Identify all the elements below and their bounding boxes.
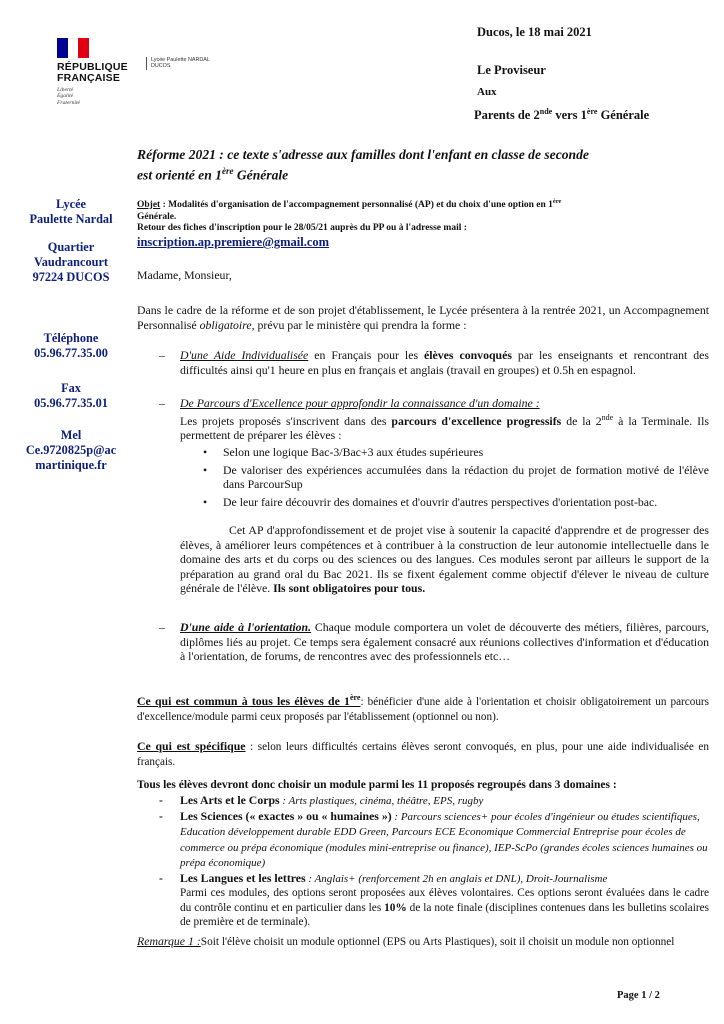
intro-emphasis: obligatoire bbox=[199, 317, 252, 332]
domains-intro-text: Tous les élèves devront donc choisir un module parmi les 11 proposés regroupés dans 3 domaines bbox=[137, 779, 610, 791]
recipients-post: Générale bbox=[597, 108, 650, 123]
list-item bbox=[159, 871, 709, 887]
specific-text: : selon leurs difficultés certains élèves seront convoqués, en plus, pour une aide individualisée en français. bbox=[137, 741, 709, 768]
french-flag-icon bbox=[57, 38, 89, 58]
list-item bbox=[203, 445, 709, 460]
options-text-c: de la note finale (disciplines contenues dans les bulletins scolaires de première et de terminale). bbox=[180, 901, 710, 928]
letter-to: Aux bbox=[477, 86, 497, 98]
dash-marker: - bbox=[159, 808, 163, 823]
motto bbox=[57, 87, 80, 106]
dash-marker: – bbox=[159, 348, 165, 362]
list-item bbox=[203, 495, 709, 510]
dash-marker: - bbox=[159, 870, 163, 885]
recipients-mid: vers 1 bbox=[552, 108, 587, 123]
parcours-sup: nde bbox=[601, 412, 614, 422]
aide-c: par les enseignants et rencontrant des difficultés ainsi qu'1 heure en plus en français et anglais (travail en groupes) et 0.5h en espagnol. bbox=[180, 348, 709, 377]
parcours-item bbox=[159, 396, 709, 442]
flag-red bbox=[78, 38, 89, 58]
list-item bbox=[159, 793, 709, 809]
aide-text bbox=[180, 348, 709, 377]
parcours-text bbox=[180, 411, 709, 443]
options-bold: 10% bbox=[384, 901, 407, 914]
options-paragraph bbox=[159, 886, 709, 930]
republique-line: RÉPUBLIQUE bbox=[57, 61, 128, 73]
letter-from: Le Proviseur bbox=[477, 63, 546, 77]
sidebar-school-line2: Paulette Nardal bbox=[29, 212, 113, 226]
sidebar-address-line3: 97224 DUCOS bbox=[32, 270, 110, 284]
sidebar-address-line1: Quartier bbox=[47, 240, 95, 254]
specific-label: Ce qui est spécifique bbox=[137, 739, 246, 753]
domains-intro bbox=[137, 778, 709, 793]
parcours-title: De Parcours d'Excellence pour approfondir la connaissance d'un domaine : bbox=[180, 396, 540, 410]
bullet-marker: • bbox=[203, 494, 208, 509]
object-text-end: Générale. bbox=[137, 211, 177, 222]
sidebar-mail bbox=[14, 428, 128, 473]
sidebar-phone bbox=[14, 331, 128, 361]
object-sup: ère bbox=[552, 198, 562, 205]
title-line2 bbox=[137, 163, 707, 184]
common-label bbox=[137, 694, 360, 708]
title-line2-sup: ère bbox=[221, 166, 234, 176]
parcours-a: Les projets proposés s'inscrivent dans des bbox=[180, 413, 392, 428]
dash-marker: – bbox=[159, 396, 165, 410]
domains-intro-colon: : bbox=[609, 779, 617, 791]
francaise-line: FRANÇAISE bbox=[57, 72, 121, 84]
bullet-text: Selon une logique Bac-3/Bac+3 aux études supérieures bbox=[223, 445, 484, 459]
title-line2-post: Générale bbox=[233, 167, 289, 183]
parcours-d: à la Terminale. Ils permettent de préparer les élèves : bbox=[180, 413, 709, 442]
motto-egalite: Égalité bbox=[57, 93, 74, 100]
object-section bbox=[137, 196, 709, 235]
bullet-marker: • bbox=[203, 462, 208, 477]
flag-blue bbox=[57, 38, 68, 58]
domain-langues-text: : Anglais+ (renforcement 2h en anglais et DNL), Droit-Journalisme bbox=[305, 872, 608, 885]
bullet-text: De valoriser des expériences accumulées dans la rédaction du projet de formation motivé de l'élève dans ParcourSup bbox=[223, 462, 709, 491]
sidebar-mail-label: Mel bbox=[60, 428, 82, 442]
sidebar-school bbox=[14, 197, 128, 227]
object-label: Objet bbox=[137, 200, 161, 211]
sidebar-address bbox=[14, 240, 128, 285]
parcours-c: de la 2 bbox=[561, 413, 602, 428]
intro-post: , prévu par le ministère qui prendra la forme : bbox=[251, 317, 467, 332]
greeting: Madame, Monsieur, bbox=[137, 268, 232, 282]
school-tag-city: DUCOS bbox=[151, 63, 171, 70]
recipients-sup2: ère bbox=[586, 107, 598, 116]
aide-a: en Français pour les bbox=[308, 348, 425, 362]
options-text-a: Parmi ces modules, des options seront proposées aux élèves volontaires. Ces options seront évaluées dans le cadre du contrôle continu et en particulier dans les bbox=[180, 887, 709, 914]
letter-date: Ducos, le 18 mai 2021 bbox=[477, 25, 592, 39]
bullet-list bbox=[203, 445, 709, 509]
flag-white bbox=[68, 38, 79, 60]
specific-paragraph bbox=[137, 739, 709, 769]
remarque-label: Remarque 1 : bbox=[137, 934, 201, 948]
remarque-paragraph bbox=[137, 934, 709, 950]
title-line1: Réforme 2021 : ce texte s'adresse aux familles dont l'enfant en classe de seconde bbox=[137, 147, 589, 162]
letter-recipients bbox=[474, 107, 649, 123]
sidebar-fax-label: Fax bbox=[61, 381, 81, 395]
sidebar-fax bbox=[14, 381, 128, 411]
dash-marker: - bbox=[159, 793, 163, 807]
ap-bold: Ils sont obligatoires pour tous. bbox=[273, 581, 426, 595]
orientation-title: D'une aide à l'orientation. bbox=[180, 620, 312, 634]
common-label-pre: Ce qui est commun à tous les élèves de 1 bbox=[137, 693, 350, 708]
document-title bbox=[137, 147, 707, 184]
motto-fraternite: Fraternité bbox=[57, 99, 80, 106]
intro-pre: Dans le cadre de la réforme et de son projet d'établissement, le Lycée présentera à la rentrée 2021, un Accompagnement Personnalisé bbox=[137, 303, 709, 332]
intro-paragraph bbox=[137, 303, 709, 332]
object-line bbox=[137, 196, 709, 212]
sidebar-address-line2: Vaudrancourt bbox=[33, 255, 109, 269]
school-tag bbox=[146, 57, 210, 70]
motto-liberte: Liberté bbox=[57, 87, 74, 93]
sidebar-fax-number: 05.96.77.35.01 bbox=[34, 396, 108, 410]
domain-langues-label: Les Langues et les lettres bbox=[180, 870, 306, 885]
ap-paragraph bbox=[180, 523, 709, 596]
school-tag-name: Lycée Paulette NARDAL bbox=[151, 57, 210, 63]
domain-list bbox=[159, 793, 709, 930]
bullet-text: De leur faire découvrir des domaines et d'ouvrir d'autres perspectives d'orientation post-bac. bbox=[223, 494, 658, 509]
aide-title: D'une Aide Individualisée bbox=[180, 348, 309, 362]
dash-marker: – bbox=[159, 620, 165, 634]
parcours-bold: parcours d'excellence progressifs bbox=[391, 413, 562, 428]
common-label-sup: ère bbox=[349, 693, 361, 702]
orientation-text bbox=[180, 620, 709, 664]
remarque-text: Soit l'élève choisit un module optionnel (EPS ou Arts Plastiques), soit il choisit un module non optionnel bbox=[200, 936, 675, 948]
orientation-body: Chaque module comportera un volet de découverte des métiers, filières, parcours, diplômes liés au projet. Ce temps sera également consacré aux réunions collectives d'information et d'éducation à l'orientation, de forums, de rencontres avec des professionnels etc… bbox=[180, 620, 709, 663]
aide-bold: élèves convoqués bbox=[424, 348, 512, 362]
common-text: : bénéficier d'une aide à l'orientation et choisir obligatoirement un parcours d'excellence/module parmi ceux proposés par l'établissement (optionnel ou non). bbox=[137, 695, 710, 724]
recipients-sup1: nde bbox=[539, 107, 553, 116]
ap-text: Cet AP d'approfondissement et de projet vise à soutenir la capacité d'apprendre et de progresser des élèves, à améliorer leurs compétences et à contribuer à la construction de leur autonomie intellectuelle dans le domaine des arts et du corps ou des sciences ou des langues. Ces modules seront par ailleurs le support de la préparation au grand oral du Bac 2021. Ils se fixent également comme objectif d'élever le niveau de culture générale de l'élève. bbox=[180, 523, 709, 595]
object-text: : Modalités d'organisation de l'accompagnement personnalisé (AP) et du choix d'une option en 1 bbox=[160, 200, 553, 211]
domain-arts-text: : Arts plastiques, cinéma, théâtre, EPS, rugby bbox=[279, 795, 484, 807]
common-paragraph bbox=[137, 691, 709, 725]
domain-arts-label: Les Arts et le Corps bbox=[180, 793, 280, 807]
return-instructions: Retour des fiches d'inscription pour le 28/05/21 auprès du PP ou à l'adresse mail : bbox=[137, 223, 467, 234]
domain-sciences-text: : Parcours sciences+ pour écoles d'ingénieur ou études scientifiques, Education développement durable EDD Green, Parcours ECE Economique Commercial Entreprise pour écoles de commerce ou prépa économique (modules mini-entreprise ou finance), IEP-ScPo (grandes écoles sciences humaines ou prépa économique) bbox=[180, 810, 708, 869]
domain-sciences-label: Les Sciences (« exactes » ou « humaines ») bbox=[180, 808, 392, 823]
recipients-pre: Parents de 2 bbox=[474, 108, 540, 123]
sidebar-school-line1: Lycée bbox=[55, 197, 87, 211]
bullet-marker: • bbox=[203, 445, 208, 459]
list-item bbox=[203, 463, 709, 492]
title-line2-pre: est orienté en 1 bbox=[137, 167, 222, 183]
sidebar-mail-line1: Ce.9720825p@ac bbox=[25, 443, 117, 457]
aide-individualisee-item bbox=[159, 348, 709, 377]
sidebar-phone-number: 05.96.77.35.00 bbox=[34, 346, 108, 360]
list-item bbox=[159, 809, 709, 871]
orientation-item bbox=[159, 620, 709, 664]
page-number: Page 1 / 2 bbox=[617, 990, 660, 1001]
sidebar-mail-line2: martinique.fr bbox=[35, 458, 107, 472]
republique-text bbox=[57, 62, 128, 84]
inscription-email-link[interactable]: inscription.ap.premiere@gmail.com bbox=[137, 235, 330, 249]
sidebar-phone-label: Téléphone bbox=[43, 331, 99, 345]
